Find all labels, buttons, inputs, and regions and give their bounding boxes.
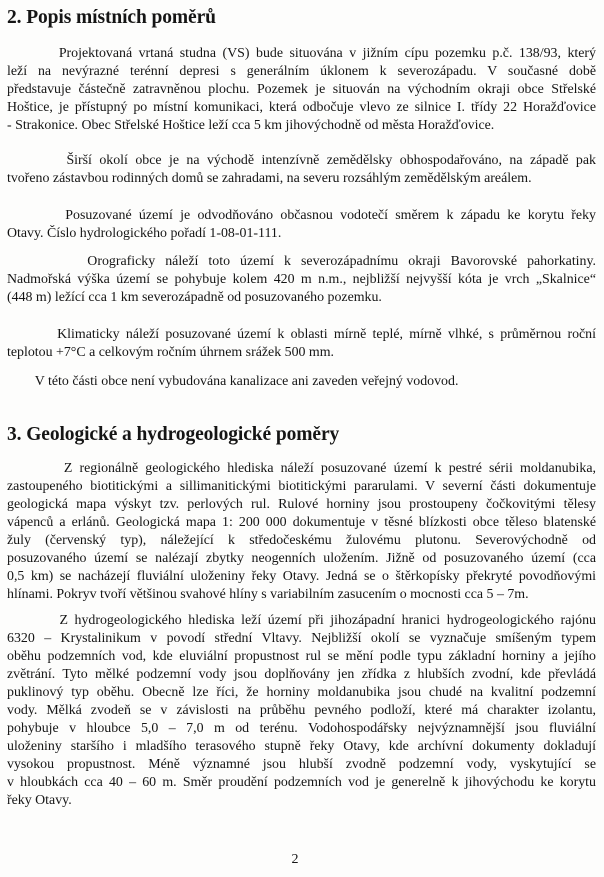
text-line: tvořeno zástavbou rodinných domů se zahradami, na severu rozsáhlým zemědělským areálem. [7, 171, 532, 186]
text-line: V této části obce není vybudována kanalizace ani zaveden veřejný vodovod. [7, 374, 459, 389]
section-3-paragraph-2 [7, 612, 596, 810]
text-line: Širší okolí obce je na východě intenzívně zemědělsky obhospodařováno, na západě pak [7, 153, 596, 168]
text-line: zvětrání. Tyto mělké podzemní vody jsou doplňovány jen zřídka z hlubších zvodní, kde převládá [7, 667, 596, 682]
text-line: v hloubkách cca 40 – 60 m. Směr proudění podzemních vod je generelně k jihovýchodu ke korytu [7, 775, 596, 790]
text-line: uloženiny staršího i mladšího terasového stupně řeky Otavy, kde archívní dokumenty dokladují [7, 739, 596, 754]
text-line: teplotou +7°C a celkovým ročním úhrnem srážek 500 mm. [7, 345, 335, 360]
section-2-heading: 2. Popis místních poměrů [7, 7, 216, 28]
text-line: vody. Mělká zvodeň se v závislosti na průběhu pevného podloží, které má charakter izolantu, [7, 703, 596, 718]
text-line: - Strakonice. Obec Střelské Hoštice leží cca 5 km jihovýchodně od města Horažďovice. [7, 118, 495, 133]
text-line: oběhu podzemních vod, kde eluviální propustnost rul se mění podle typu základní horniny a jejího [7, 649, 596, 664]
text-line: pohybuje v hloubce 5,0 – 7,0 m od terénu. Vodohospodářsky nejvýznamnější jsou fluviální [7, 721, 596, 736]
text-line: žuly (červenský typ), náležející k středočeskému žulovému plutonu. Severovýchodně od [7, 533, 596, 548]
section-2-paragraph-2 [7, 152, 596, 188]
text-line: zastoupeného biotitickými a sillimanitickými biotitickými pararulami. V severní části dokumentuje [7, 479, 596, 494]
text-line: Klimaticky náleží posuzované území k oblasti mírně teplé, mírně vlhké, s průměrnou roční [7, 327, 596, 342]
section-3-heading: 3. Geologické a hydrogeologické poměry [7, 424, 340, 445]
text-line: řeky Otavy. [7, 793, 72, 808]
text-line: Posuzované území je odvodňováno občasnou vodotečí směrem k západu ke korytu řeky [7, 208, 596, 223]
text-line: vysokou propustnost. Méně významné jsou hlubší zvodně podzemní vody, vyskytující se [7, 757, 596, 772]
text-line: leží na nevýrazné terénní depresi s generálním úklonem k severozápadu. V současné době [7, 64, 596, 79]
text-line: Z regionálně geologického hlediska náleží posuzované území k pestré sérii moldanubika, [7, 461, 596, 476]
text-line: puklinový typ oběhu. Obecně lze říci, že horniny moldanubika jsou chudé na kvalitní podzemní [7, 685, 596, 700]
text-line: Hoštice, je přístupný po místní komunikaci, která odbočuje vlevo ze silnice I. třídy 22 Horažďovice [7, 100, 596, 115]
page-number: 2 [291, 852, 299, 867]
text-line: Z hydrogeologického hlediska leží území při jihozápadní hranici hydrogeologického rajónu [7, 613, 596, 628]
text-line: 6320 – Krystalinikum v povodí střední Vltavy. Nejbližší okolí se vyznačuje smíšeným typem [7, 631, 596, 646]
text-line: představuje částečně zatravněnou plochu. Pozemek je situován na východním okraji obce Střelské [7, 82, 596, 97]
section-3-paragraph-1 [7, 460, 596, 604]
text-line: hlínami. Pokryv tvoří většinou svahové hlíny s variabilním zasucením o mocnosti cca 5 – 7m. [7, 587, 529, 602]
text-line: geologická mapa výskyt tzv. perlových rul. Rulové horniny jsou prostoupeny čočkovitými tělesy [7, 497, 596, 512]
section-2-paragraph-5 [7, 326, 596, 362]
text-line: Projektovaná vrtaná studna (VS) bude situována v jižním cípu pozemku p.č. 138/93, který [7, 46, 596, 61]
text-line: vápenců a erlánů. Geologická mapa 1: 200 000 dokumentuje v těsné blízkosti obce těleso blatenské [7, 515, 596, 530]
section-2-paragraph-4 [7, 253, 596, 307]
text-line: 0,5 km) se nacházejí fluviální uloženiny řeky Otavy. Jedná se o štěrkopísky překryté povodňovými [7, 569, 596, 584]
text-line: Orograficky náleží toto území k severozápadnímu okraji Bavorovské pahorkatiny. [7, 254, 596, 269]
section-2-paragraph-6 [7, 373, 596, 391]
section-2-paragraph-1 [7, 45, 596, 135]
section-2-paragraph-3 [7, 207, 596, 243]
text-line: Nadmořská výška území se pohybuje kolem 420 m n.m., nejbližší nejvyšší kóta je vrch „Skalnice“ [7, 272, 596, 287]
text-line: (448 m) ležící cca 1 km severozápadně od posuzovaného pozemku. [7, 290, 382, 305]
text-line: posuzovaného území se nalézají zbytky neogenních uložením. Jižně od posuzovaného území (cca [7, 551, 596, 566]
text-line: Otavy. Číslo hydrologického pořadí 1-08-01-111. [7, 226, 282, 241]
